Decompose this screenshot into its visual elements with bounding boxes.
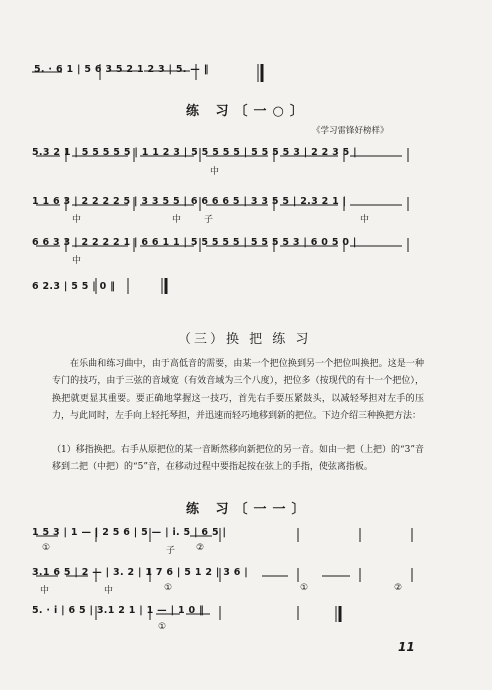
section-title: （三）换 把 练 习	[178, 332, 312, 347]
fingering-mark: ①	[164, 583, 173, 593]
notation-line-top: 5. · 6 1 | 5 6 3 5 2 1 2 3 | 5. — ‖	[34, 64, 209, 75]
fingering-mark: ②	[196, 543, 205, 553]
exercise-11-title: 练 习〔一一〕	[186, 502, 311, 517]
paragraph-1: 在乐曲和练习曲中，由于高低音的需要，由某一个把位换到另一个把位叫换把。这是一种专门的技巧，由于三弦的音域宽（有效音域为三个八度），把位多（按现代的有十一个把位），换把就更显其重要。要正确地掌握这一技巧，首先右手要压紧鼓头，以减轻琴担对左手的压力，与此同时，左手向上轻托琴担，并迅速而轻巧地移到新的把位。下边介绍三种换把方法：	[52, 359, 424, 421]
lyric: 中	[72, 256, 82, 266]
exercise-10-subtitle: 《学习雷锋好榜样》	[312, 126, 389, 136]
lyric: 中	[210, 167, 220, 177]
fingering-mark: ①	[158, 622, 167, 632]
lyric: 中	[172, 215, 182, 225]
fingering-mark: ①	[42, 543, 51, 553]
exercise-10-title: 练 习〔一○〕	[186, 104, 309, 119]
lyric: 子	[204, 215, 214, 225]
fingering-mark: 中	[40, 586, 50, 596]
exercise-11-line-3: 5. · i | 6 5 | 3.1 2 1 | 1 — | 1 0 ‖	[32, 605, 205, 616]
fingering-mark: ②	[394, 583, 403, 593]
lyric: 中	[360, 215, 370, 225]
exercise-11-line-2: 3.1 6 5 | 2 — | 3. 2 | 1 7 6 | 5 1 2 | 3 6 |	[32, 567, 249, 578]
exercise-11-line-1: 1 5 3 | 1 — | 2 5 6 | 5 — | i. 5 | 6 5 |	[32, 527, 227, 538]
exercise-10-line-2: 1 1 6 3 | 2 2 2 2 5 | 3 3 5 5 | 6 6 6 6 5 | 3 3 5 5 | 2.3 2 1 |	[32, 196, 347, 207]
paragraph-2: （1）移指换把。右手从原把位的某一音断然移向新把位的另一音。如由一把（上把）的“3”音移到二把（中把）的“5”音，在移动过程中要指起按在弦上的手指，使弦离指板。	[52, 445, 424, 473]
exercise-10-line-3: 6 6 3 3 | 2 2 2 2 1 | 6 6 1 1 | 5 5 5 5 5 | 5 5 5 5 3 | 6 0 5 0 |	[32, 237, 357, 248]
page-number: 11	[398, 640, 415, 654]
fingering-mark: 中	[104, 586, 114, 596]
exercise-10-line-1: 5.3 2 1 | 5 5 5 5 5 | 1 1 2 3 | 5 5 5 5 5 | 5 5 5 5 3 | 2 2 3 5 |	[32, 147, 357, 158]
exercise-10-line-4: 6 2.3 | 5 5 | 0 ‖	[32, 281, 116, 292]
lyric: 中	[72, 215, 82, 225]
fingering-mark: ①	[300, 583, 309, 593]
fingering-mark: 子	[166, 546, 176, 556]
